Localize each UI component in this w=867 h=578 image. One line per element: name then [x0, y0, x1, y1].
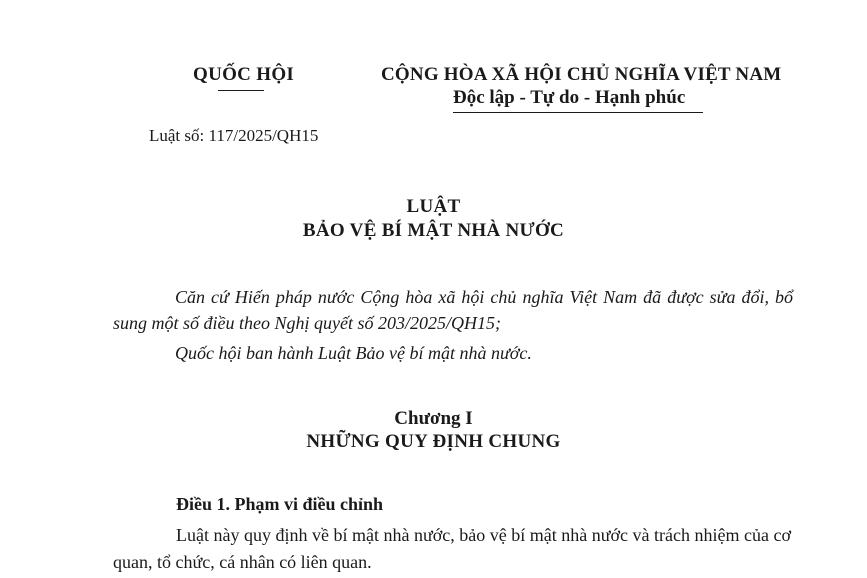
document-type: LUẬT [406, 196, 461, 217]
article-body: Luật này quy định về bí mật nhà nước, bảo vệ bí mật nhà nước và trách nhiệm của cơ quan, tổ chức, cá nhân có liên quan. [113, 525, 791, 572]
article-title: Điều 1. Phạm vi điều chỉnh [176, 494, 384, 514]
preamble-enactment: Quốc hội ban hành Luật Bảo vệ bí mật nhà nước. [175, 343, 532, 363]
chapter-number: Chương I [394, 408, 473, 429]
preamble-basis: Căn cứ Hiến pháp nước Cộng hòa xã hội chủ nghĩa Việt Nam đã được sửa đổi, bổ sung một số điều theo Nghị quyết số 203/2025/QH15; [113, 287, 793, 333]
document-title: BẢO VỆ BÍ MẬT NHÀ NƯỚC [302, 220, 565, 241]
issuing-body-underline [218, 90, 264, 91]
motto-underline [453, 112, 703, 113]
issuing-body: QUỐC HỘI [193, 64, 295, 85]
nation-name: CỘNG HÒA XÃ HỘI CHỦ NGHĨA VIỆT NAM [381, 64, 782, 85]
law-number: Luật số: 117/2025/QH15 [149, 126, 319, 145]
chapter-title: NHỮNG QUY ĐỊNH CHUNG [306, 431, 561, 452]
national-motto: Độc lập - Tự do - Hạnh phúc [453, 87, 686, 108]
